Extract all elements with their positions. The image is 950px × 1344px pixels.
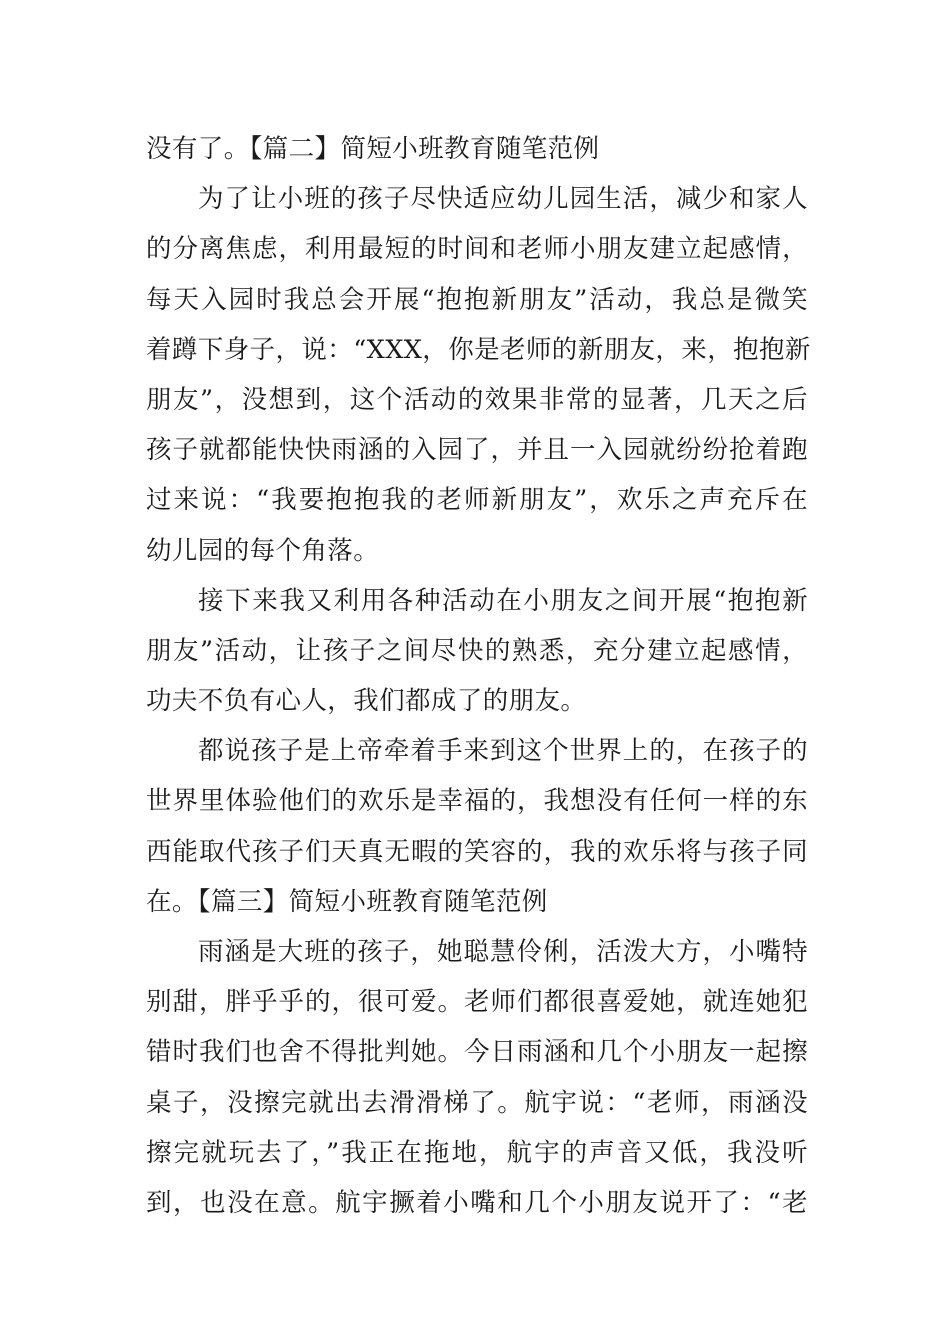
text-line: 桌子，没擦完就出去滑滑梯了。航宇说：“老师，雨涵没 <box>146 1087 808 1118</box>
text-line: 朋友”，没想到，这个活动的效果非常的显著，几天之后 <box>146 384 808 415</box>
text-line: 到，也没在意。航宇撅着小嘴和几个小朋友说开了：“老 <box>146 1187 808 1218</box>
text-line: 西能取代孩子们天真无暇的笑容的，我的欢乐将与孩子同 <box>146 836 808 867</box>
text-line: 功夫不负有心人，我们都成了的朋友。 <box>146 686 587 717</box>
text-line: 错时我们也舍不得批判她。今日雨涵和几个小朋友一起擦 <box>146 1037 808 1068</box>
text-line: 每天入园时我总会开展“抱抱新朋友”活动，我总是微笑 <box>146 284 808 315</box>
text-line: 别甜，胖乎乎的，很可爱。老师们都很喜爱她，就连她犯 <box>146 987 808 1018</box>
document-body <box>146 124 811 1228</box>
text-line: 都说孩子是上帝牵着手来到这个世界上的，在孩子的 <box>198 736 808 767</box>
text-line: 孩子就都能快快雨涵的入园了，并且一入园就纷纷抢着跑 <box>146 435 808 466</box>
text-line: 为了让小班的孩子尽快适应幼儿园生活，减少和家人 <box>198 184 808 215</box>
text-line: 过来说：“我要抱抱我的老师新朋友”，欢乐之声充斥在 <box>146 485 808 516</box>
text-line: 世界里体验他们的欢乐是幸福的，我想没有任何一样的东 <box>146 786 808 817</box>
text-line: 接下来我又利用各种活动在小朋友之间开展“抱抱新 <box>198 585 808 616</box>
text-line: 幼儿园的每个角落。 <box>146 535 380 566</box>
text-line: 没有了。【篇二】简短小班教育随笔范例 <box>146 134 600 164</box>
text-line: 擦完就玩去了，”我正在拖地，航宇的声音又低，我没听 <box>146 1137 808 1168</box>
text-line: 着蹲下身子，说：“XXX，你是老师的新朋友，来，抱抱新 <box>146 334 811 365</box>
text-line: 的分离焦虑，利用最短的时间和老师小朋友建立起感情， <box>146 234 808 265</box>
text-line: 雨涵是大班的孩子，她聪慧伶俐，活泼大方，小嘴特 <box>198 937 808 967</box>
text-line: 朋友”活动，让孩子之间尽快的熟悉，充分建立起感情， <box>146 635 808 666</box>
text-line: 在。【篇三】简短小班教育随笔范例 <box>146 886 548 917</box>
